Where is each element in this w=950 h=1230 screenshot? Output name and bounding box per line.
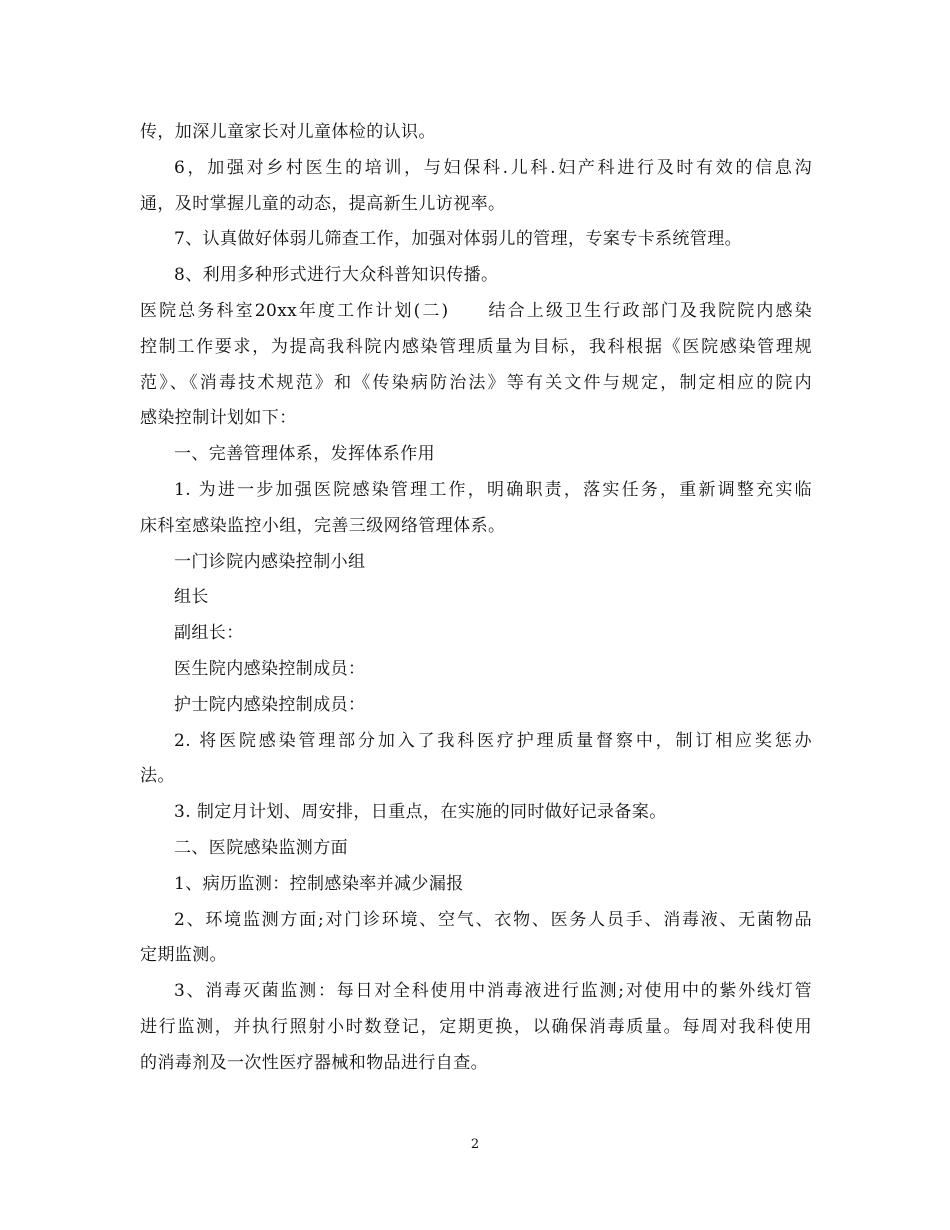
text-line: 护士院内感染控制成员：	[174, 694, 366, 715]
text-line: 一门诊院内感染控制小组	[174, 551, 366, 572]
document-body	[140, 115, 812, 1082]
text-line: 二、医院感染监测方面	[174, 837, 348, 858]
text-line: 2、环境监测方面;对门诊环境、空气、衣物、医务人员手、消毒液、无菌物品	[174, 909, 812, 930]
text-line: 1、病历监测：控制感染率并减少漏报	[174, 873, 464, 894]
text-line: 2. 将医院感染管理部分加入了我科医疗护理质量督察中，制订相应奖惩办	[174, 730, 812, 751]
text-line: 8、利用多种形式进行大众科普知识传播。	[174, 265, 499, 286]
text-line: 组长	[174, 587, 209, 608]
text-line: 3、消毒灭菌监测：每日对全科使用中消毒液进行监测;对使用中的紫外线灯管	[174, 981, 812, 1002]
text-line: 范》、《消毒技术规范》和《传染病防治法》等有关文件与规定，制定相应的院内	[140, 372, 812, 393]
text-line: 7、认真做好体弱儿筛查工作，加强对体弱儿的管理，专案专卡系统管理。	[174, 229, 743, 250]
text-line: 传，加深儿童家长对儿童体检的认识。	[140, 122, 436, 142]
text-line: 医院总务科室20xx年度工作计划(二) 结合上级卫生行政部门及我院院内感染	[140, 300, 812, 321]
text-line: 6，加强对乡村医生的培训，与妇保科.儿科.妇产科进行及时有效的信息沟	[174, 157, 812, 178]
text-line: 感染控制计划如下：	[140, 408, 297, 429]
text-line: 副组长：	[174, 623, 244, 644]
text-line: 的消毒剂及一次性医疗器械和物品进行自查。	[140, 1052, 488, 1073]
text-line: 1. 为进一步加强医院感染管理工作，明确职责，落实任务，重新调整充实临	[174, 479, 812, 500]
text-line: 一、完善管理体系，发挥体系作用	[174, 444, 435, 465]
text-line: 床科室感染监控小组，完善三级网络管理体系。	[140, 515, 506, 536]
text-line: 进行监测，并执行照射小时数登记，定期更换，以确保消毒质量。每周对我科使用	[140, 1016, 812, 1037]
text-line: 医生院内感染控制成员：	[174, 658, 366, 679]
text-line: 通，及时掌握儿童的动态，提高新生儿访视率。	[140, 193, 506, 214]
page-number: 2	[470, 1137, 480, 1152]
text-line: 3. 制定月计划、周安排，日重点，在实施的同时做好记录备案。	[174, 802, 667, 823]
text-line: 法。	[140, 766, 175, 787]
text-line: 控制工作要求，为提高我科院内感染管理质量为目标，我科根据《医院感染管理规	[140, 336, 812, 357]
text-line: 定期监测。	[140, 945, 227, 966]
